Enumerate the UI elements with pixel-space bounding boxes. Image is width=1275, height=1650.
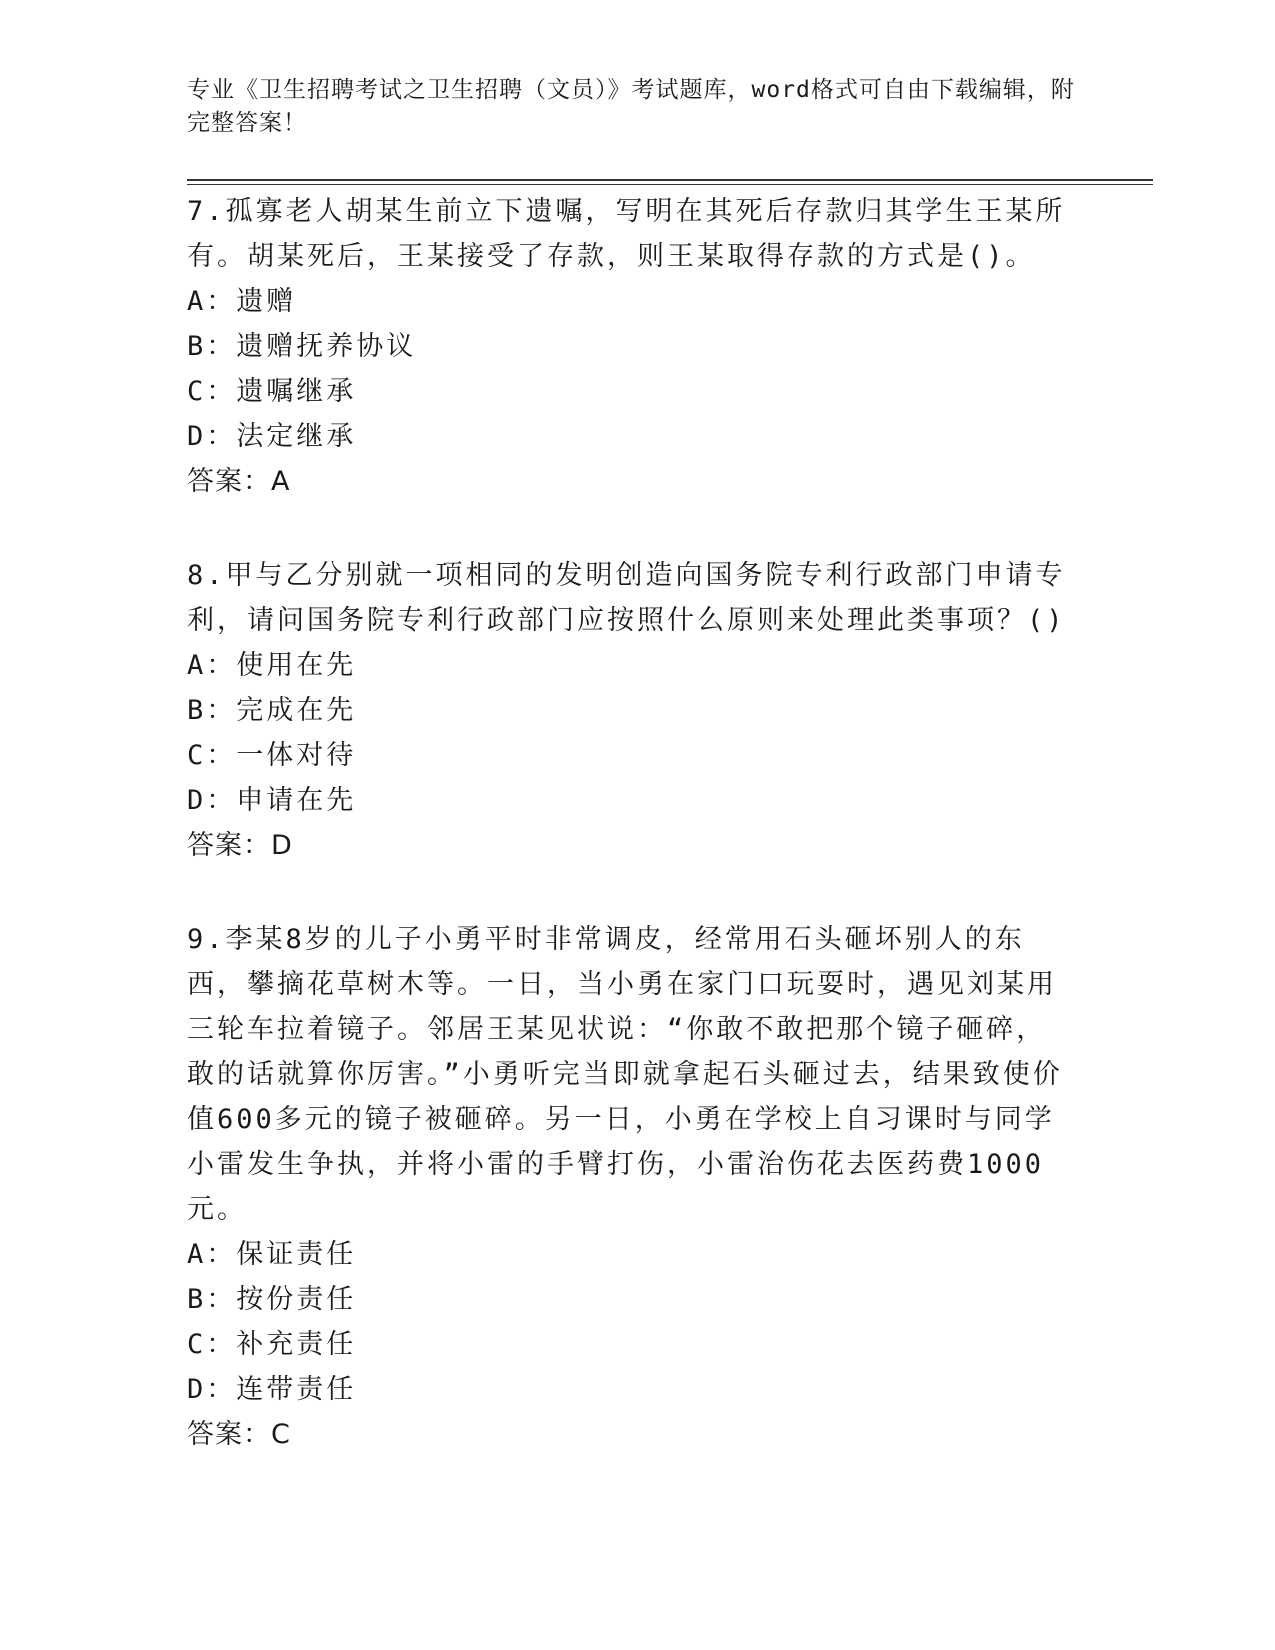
question-7 xyxy=(187,189,1067,504)
option-d: D：申请在先 xyxy=(187,785,357,816)
option-c: C：一体对待 xyxy=(187,740,357,771)
document-header: 专业《卫生招聘考试之卫生招聘（文员）》考试题库，word格式可自由下载编辑，附完整答案！ xyxy=(187,77,1075,136)
answer-line: 答案：A xyxy=(187,466,291,497)
option-c: C：补充责任 xyxy=(187,1329,357,1360)
question-9 xyxy=(187,917,1067,1457)
question-text: 9.李某8岁的儿子小勇平时非常调皮，经常用石头砸坏别人的东西，攀摘花草树木等。一日，当小勇在家门口玩耍时，遇见刘某用三轮车拉着镜子。邻居王某见状说：“你敢不敢把那个镜子砸碎，敢的话就算你厉害。”小勇听完当即就拿起石头砸过去，结果致使价值600多元的镜子被砸碎。另一日，小勇在学校上自习课时与同学小雷发生争执，并将小雷的手臂打伤，小雷治伤花去医药费1000元。 xyxy=(187,924,1063,1225)
question-8 xyxy=(187,553,1067,868)
option-b: B：遗赠抚养协议 xyxy=(187,331,417,362)
answer-line: 答案：D xyxy=(187,830,293,861)
option-a: A：保证责任 xyxy=(187,1239,357,1270)
header-divider-thin xyxy=(187,184,1153,185)
option-b: B：按份责任 xyxy=(187,1284,357,1315)
question-text: 8.甲与乙分别就一项相同的发明创造向国务院专利行政部门申请专利，请问国务院专利行政部门应按照什么原则来处理此类事项？() xyxy=(187,560,1066,636)
option-b: B：完成在先 xyxy=(187,695,357,726)
option-d: D：法定继承 xyxy=(187,421,357,452)
header-divider-thick xyxy=(187,179,1153,181)
option-a: A：使用在先 xyxy=(187,650,357,681)
question-text: 7.孤寡老人胡某生前立下遗嘱，写明在其死后存款归其学生王某所有。胡某死后，王某接受了存款，则王某取得存款的方式是()。 xyxy=(187,196,1066,272)
answer-line: 答案：C xyxy=(187,1419,291,1450)
option-a: A：遗赠 xyxy=(187,286,297,317)
option-c: C：遗嘱继承 xyxy=(187,376,357,407)
option-d: D：连带责任 xyxy=(187,1374,357,1405)
